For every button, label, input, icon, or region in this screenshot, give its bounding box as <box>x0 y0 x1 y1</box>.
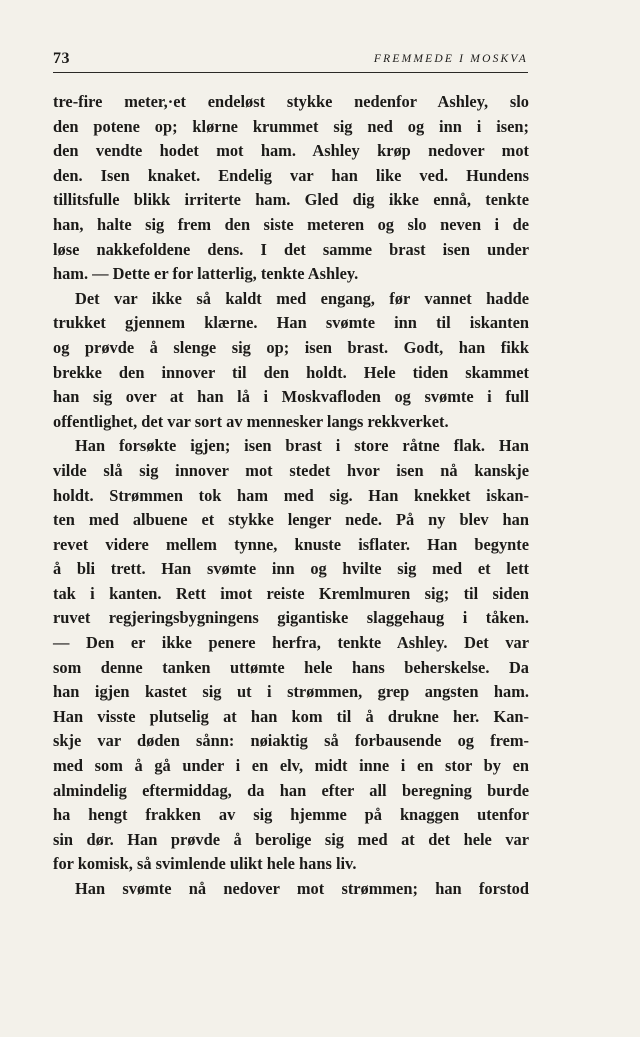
text-line: sin dør. Han prøvde å berolige sig med at det hele var <box>53 829 529 849</box>
text-line: ruvet regjeringsbygningens gigantiske slaggehaug i tåken. <box>53 608 529 628</box>
text-line: almindelig eftermiddag, da han efter all beregning burde <box>53 780 529 800</box>
body-text <box>53 90 529 902</box>
text-line: Han svømte nå nedover mot strømmen; han forstod <box>75 879 529 898</box>
text-line: han, halte sig frem den siste meteren og slo neven i de <box>53 214 529 234</box>
text-line: tillitsfulle blikk irriterte ham. Gled dig ikke ennå, tenkte <box>53 190 529 210</box>
text-line: ha hengt frakken av sig hjemme på knaggen utenfor <box>53 805 529 825</box>
text-line: Det var ikke så kaldt med engang, før vannet hadde <box>75 288 529 308</box>
text-line: brekke den innover til den holdt. Hele tiden skammet <box>53 362 529 382</box>
text-line: han igjen kastet sig ut i strømmen, grep angsten ham. <box>53 682 529 702</box>
running-title: FREMMEDE I MOSKVA <box>373 53 528 65</box>
text-line: å bli trett. Han svømte inn og hvilte sig med et lett <box>53 559 529 579</box>
text-line: ten med albuene et stykke lenger nede. På ny blev han <box>53 510 529 530</box>
text-line: tre-fire meter,·et endeløst stykke nedenfor Ashley, slo <box>53 92 529 111</box>
text-line: trukket gjennem klærne. Han svømte inn til iskanten <box>53 313 529 333</box>
text-line: med som å gå under i en elv, midt inne i en stor by en <box>53 756 529 776</box>
text-line: som denne tanken uttømte hele hans beherskelse. Da <box>53 657 529 677</box>
text-line: tak i kanten. Rett imot reiste Kremlmuren sig; til siden <box>53 583 529 603</box>
text-line: Han visste plutselig at han kom til å drukne her. Kan- <box>53 706 529 726</box>
text-line: den potene op; klørne krummet sig ned og inn i isen; <box>53 116 529 136</box>
text-line: holdt. Strømmen tok ham med sig. Han knekket iskan- <box>53 485 529 505</box>
text-line: vilde slå sig innover mot stedet hvor isen nå kanskje <box>53 460 529 480</box>
text-line: løse nakkefoldene dens. I det samme brast isen under <box>53 239 529 259</box>
text-line: for komisk, så svimlende ulikt hele hans liv. <box>53 854 357 874</box>
text-line: Han forsøkte igjen; isen brast i store råtne flak. Han <box>75 436 529 456</box>
text-line: revet videre mellem tynne, knuste isflater. Han begynte <box>53 534 529 554</box>
text-line: han sig over at han lå i Moskvafloden og svømte i full <box>53 387 529 407</box>
text-line: skje var døden sånn: nøiaktig så forbausende og frem- <box>53 731 529 751</box>
page-number: 73 <box>53 50 70 67</box>
text-line: ham. — Dette er for latterlig, tenkte Ashley. <box>53 264 359 284</box>
page-header <box>53 50 528 73</box>
text-line: den vendte hodet mot ham. Ashley krøp nedover mot <box>53 141 529 161</box>
text-line: — Den er ikke penere herfra, tenkte Ashley. Det var <box>53 633 529 653</box>
text-line: offentlighet, det var sort av mennesker langs rekkverket. <box>53 411 449 431</box>
text-line: og prøvde å slenge sig op; isen brast. Godt, han fikk <box>53 337 529 357</box>
text-line: den. Isen knaket. Endelig var han like ved. Hundens <box>53 165 529 185</box>
